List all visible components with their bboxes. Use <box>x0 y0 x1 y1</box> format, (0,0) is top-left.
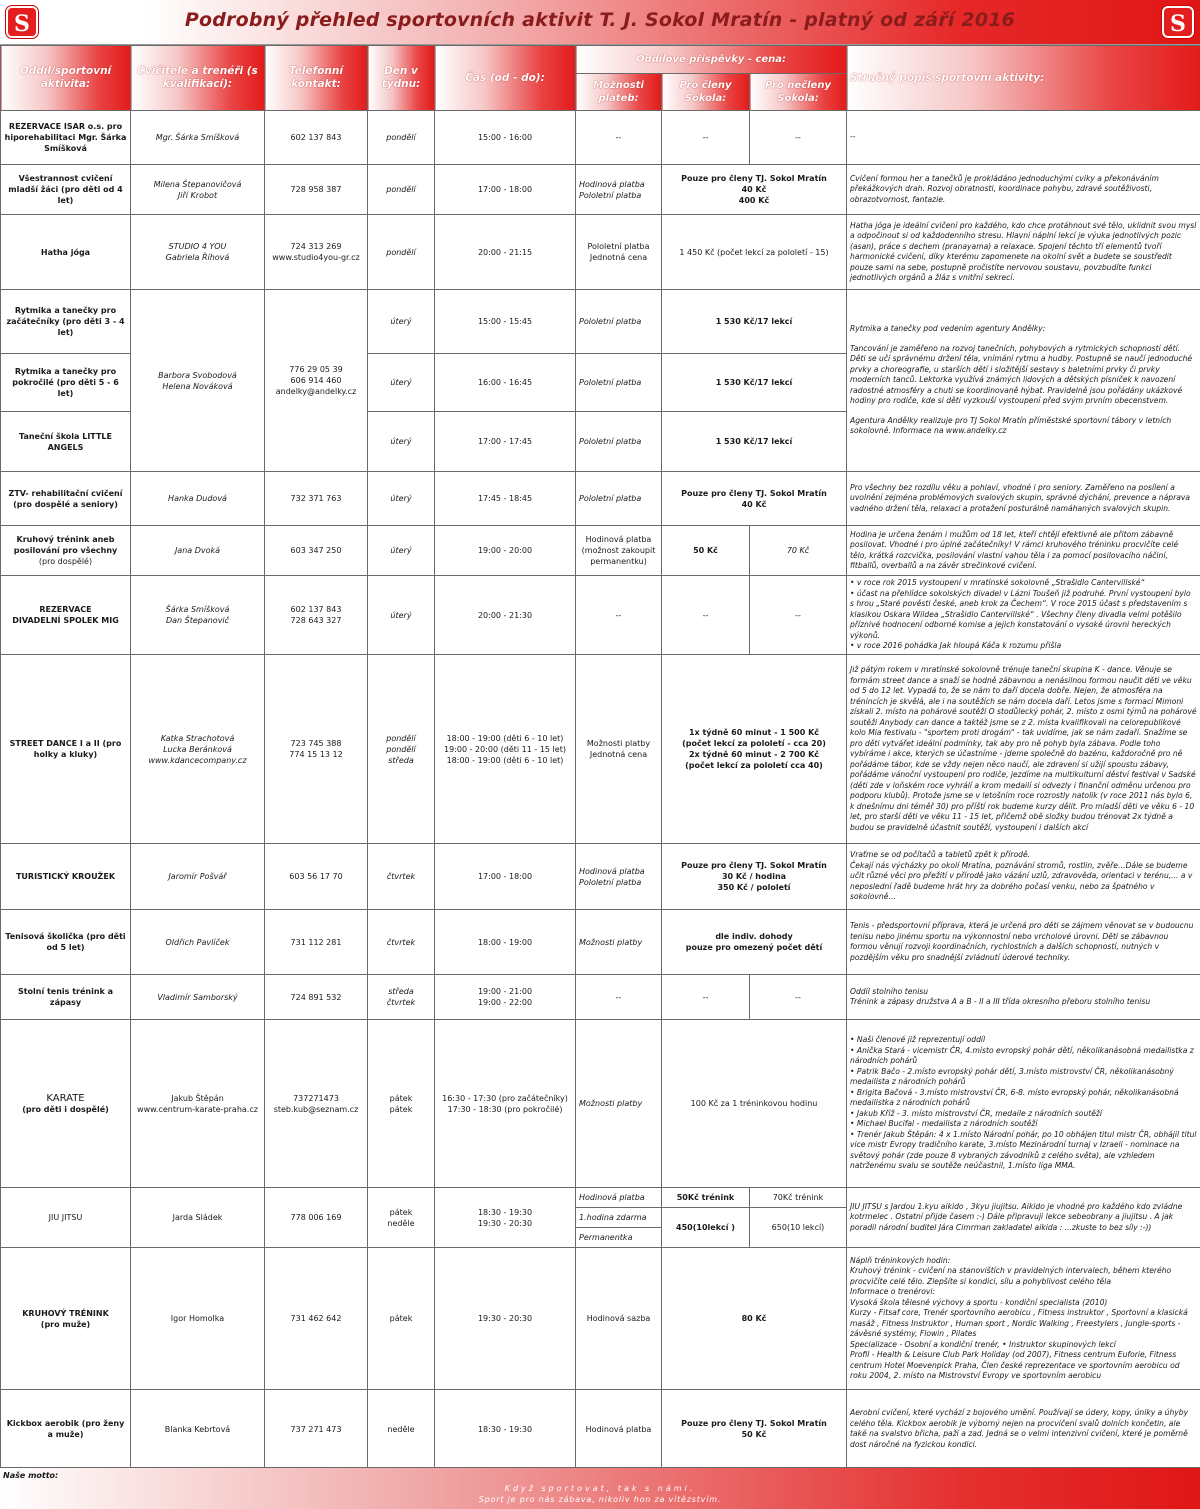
table-row <box>1 1390 1200 1469</box>
sokol-logo <box>1162 6 1194 38</box>
time: 20:00 - 21:15 <box>435 215 576 290</box>
list-item: • Naši členové již reprezentují oddíl <box>850 1035 1197 1046</box>
phone: 724 891 532 <box>265 975 368 1020</box>
payment-options: -- <box>576 975 662 1020</box>
day: středa čtvrtek <box>368 975 435 1020</box>
description: -- <box>847 111 1200 165</box>
footer <box>0 1467 1200 1509</box>
activity-subtitle: (pro děti i dospělé) <box>22 1104 109 1114</box>
trainer: Jakub Štěpán www.centrum-karate-praha.cz <box>131 1020 265 1188</box>
list-item: • účast na přehlídce sokolských divadel v Lázni Toušeň již podruhé. První vystoupení bylo s hrou „Staré pověsti české, aneb krok za Čechem“. V roce 2015 účast s představením s klasikou Oskara Wildea „Strašidlo Cantervillské“ . Všechny členy divadla velmi potěšilo příznivé hodnocení odborné komise a jejich konstatování o vysoké úrovni hereckých výkonů. <box>850 589 1197 642</box>
description <box>847 1020 1200 1188</box>
trainer: Katka Strachotová Lucka Beránková www.kdancecompany.cz <box>131 655 265 844</box>
phone: 731 462 642 <box>265 1248 368 1390</box>
payment-options: Možnosti platby <box>576 1020 662 1188</box>
description-note: Agentura Andělky realizuje pro TJ Sokol Mratín příměstské sportovní tábory v letních sokolovně. Informace na www.andelky.cz <box>850 415 1172 436</box>
price-nonmember-permanent: 650(10 lekcí) <box>750 1208 847 1248</box>
activity-name: REZERVACE ISAR o.s. pro hiporehabilitaci Mgr. Šárka Smíšková <box>1 111 131 165</box>
trainer: Jaromír Pošvář <box>131 844 265 910</box>
trainer: Jarda Sládek <box>131 1188 265 1248</box>
trainer: Hanka Dudová <box>131 472 265 526</box>
activity-name: Všestrannost cvičení mladší žáci (pro děti od 4 let) <box>1 165 131 215</box>
description: Vraťme se od počítačů a tabletů zpět k přírodě. Čekají nás výcházky po okolí Mratína, poznávání stromů, rostlin, zvěře…Dále se budeme učit různé věci pro přežití v přírodě jako vázání uzlů, zdravověda, orientaci v terénu,... a v neposlední řadě budeme hrát hry za dobrého počasí venku, nebo za špatného v sokolovně… <box>847 844 1200 910</box>
price-nonmember: -- <box>750 111 847 165</box>
day: úterý <box>368 472 435 526</box>
list-item: • Trenér Jakub Štěpán: 4 x 1.místo Národní pohár, po 10 obhájen titul mistr ČR, obhájil titul vice mistr Evropy tradičního karate, 3.místo Mezinárodní turnaj v Izraeli - nominace na světový pohár (zde pouze 8 vybraných závodníků z celého světa), ale vzhledem natrženému svalu se soutěže neúčastnil, 1.místo liga MMA. <box>850 1130 1197 1172</box>
phone: 737 271 473 <box>265 1390 368 1469</box>
payment-option-free: 1.hodina zdarma <box>576 1208 662 1228</box>
trainer: Blanka Kebrtová <box>131 1390 265 1469</box>
activity-name: Hatha jóga <box>1 215 131 290</box>
payment-options: Hodinová platba <box>576 1390 662 1469</box>
description <box>847 290 1200 472</box>
day: pondělí <box>368 111 435 165</box>
time: 16:30 - 17:30 (pro začátečníky) 17:30 - 18:30 (pro pokročilé) <box>435 1020 576 1188</box>
phone: 602 137 843 728 643 327 <box>265 576 368 655</box>
header-telefon: Telefonní kontakt: <box>265 46 368 111</box>
table-row <box>1 844 1200 910</box>
price-member: -- <box>662 975 750 1020</box>
time: 18:30 - 19:30 19:30 - 20:30 <box>435 1188 576 1248</box>
day: úterý <box>368 290 435 354</box>
activity-name <box>1 1248 131 1390</box>
description: Náplň tréninkových hodin: Kruhový trénink - cvičení na stanovištích v pravidelných intervalech, během kterého procvičíte celé tělo. Zlepšíte si kondici, sílu a pohyblivost celého těla Informace o trenérovi: Vysoká škola tělesné výchovy a sportu - kondiční specialista (2010) Kurzy - Fitsaf core, Trenér sportovního aerobicu , Fitness instruktor , Sportovní a klasická masáž , Fitness Instruktor , Human sport , Nordic Walking , Freestylers , Jungle-sports - závěsné systémy, Flowin , Pilates Specializace - Osobní a kondiční trenér, • Instruktor skupinových lekcí Profil - Health & Leisure Club Park Holiday (od 2007), Fitness centrum Euforie, Fitness centrum Hotel Moevenpick Praha, Člen české reprezentace ve sportovním aerobicu od roku 2004, 2. místo na Mistrovství Evropy ve sportovním aerobicu <box>847 1248 1200 1390</box>
payment-options: Hodinová sazba <box>576 1248 662 1390</box>
day: pátek <box>368 1248 435 1390</box>
day: pondělí pondělí středa <box>368 655 435 844</box>
day: pondělí <box>368 215 435 290</box>
description: Hatha jóga je ideální cvičení pro každého, kdo chce protáhnout své tělo, uklidnit svou mysl a odpočinout si od každodenního stresu. Hlavní náplní lekcí je výuka jednotlivých pozic (asan), práce s dechem (pranayama) a relaxace. Spojení těchto tří elementů tvoří harmonické cvičení, díky kterému zapomenete na okolní svět a budete se soustředit pouze sami na sebe, postupně pročistíte nervovou soustavu, povzbudíte funkci jednotlivých orgánů a žláz s vnitřní sekrecí. <box>847 215 1200 290</box>
motto-label: Naše motto: <box>3 1471 59 1480</box>
table-row <box>1 655 1200 844</box>
activity-name <box>1 526 131 576</box>
header-cas: Čas (od - do): <box>435 46 576 111</box>
table-row <box>1 910 1200 975</box>
activity-title: KARATE <box>46 1092 85 1104</box>
phone: 603 56 17 70 <box>265 844 368 910</box>
price-nonmember: 70Kč trénink <box>750 1188 847 1208</box>
description: Aerobní cvičení, které vychází z bojového umění. Používají se údery, kopy, úniky a úhyby celého těla. Kickbox aerobik je výborný nejen na procvičení svalů dolních končetin, ale také na svalstvo břicha, paží a zad. Jedná se o velmi intenzivní cvičení, které je poměrně dost náročné na fyzickou kondici. <box>847 1390 1200 1469</box>
table-row <box>1 1248 1200 1390</box>
price-member: 50Kč trénink <box>662 1188 750 1208</box>
list-item: • Patrik Bačo - 2.místo evropský pohár dětí, 3.místo mistrovství ČR, několikanásobný medailista z národních pohárů <box>850 1067 1197 1088</box>
payment-options: Možnosti platby Jednotná cena <box>576 655 662 844</box>
description: JIU JITSU s Jardou 1.kyu aikido , 3kyu jiujitsu. Aikido je vhodné pro každého kdo zvládne kotrmelec . Ostatní přijde časem :-) Dále připravuji lekce sebeobrany a jiujitsu . A jak poradil národní buditel Jára Cimrman zakladatel aikida : ...zkuste to bez síly :-)) <box>847 1188 1200 1248</box>
price-nonmember: -- <box>750 576 847 655</box>
time: 17:00 - 18:00 <box>435 165 576 215</box>
price-nonmember: 70 Kč <box>750 526 847 576</box>
day: úterý <box>368 526 435 576</box>
description: Již pátým rokem v mratínské sokolovně trénuje taneční skupina K - dance. Věnuje se formám street dance a snaží se hodně zábavnou a nenásilnou formou naučit děti ve věku od 5 do 12 let. Vypadá to, že se nám to daří docela dobře. Nejen, že atmosféra na trénincích je skvělá, ale i na soutěžích se nám docela daří. Letos jsme s formací Mimoni získali 2. místo na pohárové soutěži O stodůlecký pohár, 2. místo z osmi týmů na pohárové soutěži Anybody can dance a taktéž jsme se z 2. místa kvalifikovali na celorepublikové kolo Mia festivalu - "sportem proti drogám" - tak uvidíme, jak se nám zadaří. Snažíme se pro děti vytvářet ideální podmínky, tak aby pro ně pohyb byla zábava. Podle toho vybíráme i akce, kterých se účastníme - jdeme společně do bazénu, každoročně pro ně pořádáme tábor, kde se vždy nejen něco naučí, ale zdravení si užijí spoustu zábavy, pořádáme vánoční vystoupení pro rodiče, jezdíme na multikulturní děství festival v Sadské (děti zde v loňském roce vyhrálí a krom medailí si odvezly i finanční odměnu určenou pro podporu klubů). Protože jsme se v letošním roce rozrostly natolik (v roce 2011 nás bylo 6, k dnešnímu dni téměř 30) pro příští rok budeme kurzy dělit. Pro mladší děti ve věku 6 - 10 let, pro starší děti ve věku 11 - 15 let, přičemž obě složky budou trénovat 2x týdně a budou se pravidelně účastnit soutěží, vystoupení i dalších akcí <box>847 655 1200 844</box>
trainer: Milena Štepanovičová Jiří Krobot <box>131 165 265 215</box>
time: 18:00 - 19:00 (děti 6 - 10 let) 19:00 - 20:00 (děti 11 - 15 let) 18:00 - 19:00 (děti 6 - 10 let) <box>435 655 576 844</box>
price: dle indiv. dohody pouze pro omezený počet dětí <box>662 910 847 975</box>
price: 1 530 Kč/17 lekcí <box>662 412 847 472</box>
day: čtvrtek <box>368 844 435 910</box>
time: 15:00 - 16:00 <box>435 111 576 165</box>
day: pátek neděle <box>368 1188 435 1248</box>
header-popis: Stručný popis sportovní aktivity: <box>847 46 1200 111</box>
price: 1 530 Kč/17 lekcí <box>662 290 847 354</box>
activity-name: Tenisová školička (pro děti od 5 let) <box>1 910 131 975</box>
price: 80 Kč <box>662 1248 847 1390</box>
payment-option-hourly: Hodinová platba <box>576 1188 662 1208</box>
page-title: Podrobný přehled sportovních aktivit T. J. Sokol Mratín - platný od září 2016 <box>184 9 1016 31</box>
activity-name: Rytmika a tanečky pro začátečníky (pro děti 3 - 4 let) <box>1 290 131 354</box>
description: Oddíl stolního tenisu Trénink a zápasy družstva A a B - II a III třída okresního přeboru stolního tenisu <box>847 975 1200 1020</box>
logo-letter: S <box>14 11 30 37</box>
time: 18:30 - 19:30 <box>435 1390 576 1469</box>
table-row <box>1 215 1200 290</box>
description-intro: Rytmika a tanečky pod vedením agentury Andělky: <box>850 324 1046 334</box>
price: Pouze pro členy TJ. Sokol Mratín 30 Kč / hodina 350 Kč / pololetí <box>662 844 847 910</box>
description: Hodina je určena ženám i mužům od 18 let, kteří chtějí efektivně ale přitom zábavně posilovat. Vhodné i pro úplné začátečníky! V rámci kruhového tréninku procvičíte celé tělo, krátká rozcvička, posilování vlastní vahou těla i za pomocí posilovacího náčiní, fitballů, overballů a na závěr strečinkové cvičení. <box>847 526 1200 576</box>
phone: 776 29 05 39 606 914 460 andelky@andelky.cz <box>265 290 368 472</box>
phone: 603 347 250 <box>265 526 368 576</box>
day: čtvrtek <box>368 910 435 975</box>
activity-name: TURISTICKÝ KROUŽEK <box>1 844 131 910</box>
description: Tenis - předsportovní příprava, která je určená pro děti se zájmem věnovat se v budoucnu tenisu nebo jinému sportu na výkonnostní nebo vrcholové úrovni. Děti se zábavnou formou věnují rozvoji koordinačních, rychlostních a dalších schopností, nutných v pozdějším věku pro snadnější zvládnutí úderové techniky. <box>847 910 1200 975</box>
time: 20:00 - 21:30 <box>435 576 576 655</box>
list-item: • v roce 2016 pohádka Jak hloupá Káča k rozumu přišla <box>850 641 1197 652</box>
activity-name: STREET DANCE I a II (pro holky a kluky) <box>1 655 131 844</box>
phone: 778 006 169 <box>265 1188 368 1248</box>
table-row <box>1 1188 1200 1208</box>
phone: 723 745 388 774 15 13 12 <box>265 655 368 844</box>
trainer: Jana Dvoká <box>131 526 265 576</box>
day: úterý <box>368 576 435 655</box>
activity-name: JIU JITSU <box>1 1188 131 1248</box>
list-item: • Jakub Kříž - 3. místo mistrovství ČR, medaile z národních soutěží <box>850 1109 1197 1120</box>
table-row <box>1 1020 1200 1188</box>
description-body: Tancování je zaměřeno na rozvoj tanečních, pohybových a rytmických schopností dětí. Děti se učí správnému držení těla, vnímání rytmu a hudby. Postupně se naučí jednoduché prvky a choreografie, u starších dětí i složitější sestavy s baletními prvky či prvky moderních tanců. Lektorka využívá známých lidových a dětských písniček k navození radostné atmosféry a chuti se koordinovaně hýbat. Pravidelně jsou pořádány ukázkové hodiny pro rodiče, kde si děti vyzkouší vystoupení před svým prvním obecenstvem. <box>850 343 1193 406</box>
activity-title: KRUHOVÝ TRÉNINK <box>22 1308 109 1318</box>
price: Pouze pro členy TJ. Sokol Mratín 50 Kč <box>662 1390 847 1469</box>
price-member: 50 Kč <box>662 526 750 576</box>
day: pátek pátek <box>368 1020 435 1188</box>
activity-name <box>1 1020 131 1188</box>
sokol-logo <box>6 6 38 38</box>
day: neděle <box>368 1390 435 1469</box>
payment-options: Pololetní platba <box>576 472 662 526</box>
payment-options: Hodinová platba Pololetní platba <box>576 165 662 215</box>
description <box>847 576 1200 655</box>
price-nonmember: -- <box>750 975 847 1020</box>
price-member: -- <box>662 576 750 655</box>
header-prispevky: Oddílové příspěvky - cena: <box>576 46 847 74</box>
phone: 731 112 281 <box>265 910 368 975</box>
table-row <box>1 975 1200 1020</box>
time: 19:30 - 20:30 <box>435 1248 576 1390</box>
list-item: • Brigita Bačová - 3.místo mistrovství ČR, 6-8. místo evropský pohár, několikanásobná medailistka z národních pohárů <box>850 1088 1197 1109</box>
phone: 602 137 843 <box>265 111 368 165</box>
payment-options: Možnosti platby <box>576 910 662 975</box>
trainer: Vladimír Samborský <box>131 975 265 1020</box>
table-row <box>1 576 1200 655</box>
header-pro-cleny: Pro členy Sokola: <box>662 74 750 111</box>
time: 19:00 - 20:00 <box>435 526 576 576</box>
day: úterý <box>368 354 435 412</box>
time: 17:45 - 18:45 <box>435 472 576 526</box>
activity-name: Stolní tenis trénink a zápasy <box>1 975 131 1020</box>
header-pro-necleny: Pro nečleny Sokola: <box>750 74 847 111</box>
phone: 732 371 763 <box>265 472 368 526</box>
list-item: • Anička Stará - vicemistr ČR, 4.místo evropský pohár dětí, několikanásobná medailistka z národních pohárů <box>850 1046 1197 1067</box>
payment-options: Hodinová platba (možnost zakoupit permanentku) <box>576 526 662 576</box>
motto-line-2: Sport je pro nás zábava, nikoliv hon za vítězstvím. <box>478 1495 722 1504</box>
phone: 728 958 387 <box>265 165 368 215</box>
trainer: Šárka Smíšková Dan Štepanovič <box>131 576 265 655</box>
payment-options: -- <box>576 576 662 655</box>
payment-option-permanent: Permanentka <box>576 1228 662 1248</box>
price: Pouze pro členy TJ. Sokol Mratín 40 Kč <box>662 472 847 526</box>
time: 15:00 - 15:45 <box>435 290 576 354</box>
time: 17:00 - 17:45 <box>435 412 576 472</box>
activity-name: Taneční škola LITTLE ANGELS <box>1 412 131 472</box>
header-cvicitele: Cvičitelé a trenéři (s kvalifikací): <box>131 46 265 111</box>
payment-options: Pololetní platba Jednotná cena <box>576 215 662 290</box>
table-row <box>1 290 1200 354</box>
price: 1 450 Kč (počet lekcí za pololetí - 15) <box>662 215 847 290</box>
time: 16:00 - 16:45 <box>435 354 576 412</box>
header-moznosti: Možnosti plateb: <box>576 74 662 111</box>
activity-name: Kickbox aerobik (pro ženy a muže) <box>1 1390 131 1469</box>
bullet-list <box>850 1035 1197 1172</box>
header-den: Den v týdnu: <box>368 46 435 111</box>
activity-subtitle: (pro dospělé) <box>38 557 93 566</box>
payment-options: -- <box>576 111 662 165</box>
trainer: Igor Homolka <box>131 1248 265 1390</box>
activity-name: REZERVACE DIVADELNÍ SPOLEK MIG <box>1 576 131 655</box>
activity-name: ZTV- rehabilitační cvičení (pro dospělé a seniory) <box>1 472 131 526</box>
price: 1 530 Kč/17 lekcí <box>662 354 847 412</box>
title-bar <box>0 0 1200 45</box>
price-member: -- <box>662 111 750 165</box>
list-item: • v roce rok 2015 vystoupení v mratínské sokolovně „Strašidlo Cantervillské“ <box>850 578 1197 589</box>
payment-options: Hodinová platba Pololetní platba <box>576 844 662 910</box>
price: 1x týdně 60 minut - 1 500 Kč (počet lekcí za pololetí - cca 20) 2x týdně 60 minut - 2 700 Kč (počet lekcí za pololetí cca 40) <box>662 655 847 844</box>
activity-title: Kruhový trénink aneb posilování pro všechny <box>13 535 118 555</box>
table-row <box>1 111 1200 165</box>
day: pondělí <box>368 165 435 215</box>
price: Pouze pro členy TJ. Sokol Mratín 40 Kč 400 Kč <box>662 165 847 215</box>
description: Pro všechny bez rozdílu věku a pohlaví, vhodné i pro seniory. Zaměřeno na posílení a uvolnění zejména problémových svalových skupin, správné dýchání, prevence a náprava vadného držení těla, relaxaci a protažení posturálně namáhaných svalových skupin. <box>847 472 1200 526</box>
payment-options: Pololetní platba <box>576 354 662 412</box>
trainer: STUDIO 4 YOU Gabriela Říhová <box>131 215 265 290</box>
logo-letter: S <box>1170 11 1186 37</box>
payment-options: Pololetní platba <box>576 412 662 472</box>
trainer: Barbora Svobodová Helena Nováková <box>131 290 265 472</box>
time: 18:00 - 19:00 <box>435 910 576 975</box>
bullet-list <box>850 578 1197 652</box>
table-row <box>1 472 1200 526</box>
description: Cvičení formou her a tanečků je prokládáno jednoduchými cviky a překonáváním překážkových drah. Rozvoj obratnosti, koordinace pohybu, zdravé soutěživosti, obrazotvornost, fantazie. <box>847 165 1200 215</box>
activity-name: Rytmika a tanečky pro pokročilé (pro děti 5 - 6 let) <box>1 354 131 412</box>
price: 100 Kč za 1 tréninkovou hodinu <box>662 1020 847 1188</box>
time: 19:00 - 21:00 19:00 - 22:00 <box>435 975 576 1020</box>
activity-subtitle: (pro muže) <box>40 1319 91 1329</box>
time: 17:00 - 18:00 <box>435 844 576 910</box>
phone: 724 313 269 www.studio4you-gr.cz <box>265 215 368 290</box>
phone: 737271473 steb.kub@seznam.cz <box>265 1020 368 1188</box>
motto-line-1: Když sportovat, tak s námi. <box>504 1484 696 1493</box>
trainer: Mgr. Šárka Smíšková <box>131 111 265 165</box>
table-row <box>1 526 1200 576</box>
table-row <box>1 165 1200 215</box>
list-item: • Michael Bucifal - medailista z národních soutěží <box>850 1119 1197 1130</box>
payment-options: Pololetní platba <box>576 290 662 354</box>
day: úterý <box>368 412 435 472</box>
activities-table <box>0 45 1200 1469</box>
header-oddil: Oddíl/sportovní aktivita: <box>1 46 131 111</box>
price-member-permanent: 450(10lekcí ) <box>662 1208 750 1248</box>
trainer: Oldřich Pavlíček <box>131 910 265 975</box>
